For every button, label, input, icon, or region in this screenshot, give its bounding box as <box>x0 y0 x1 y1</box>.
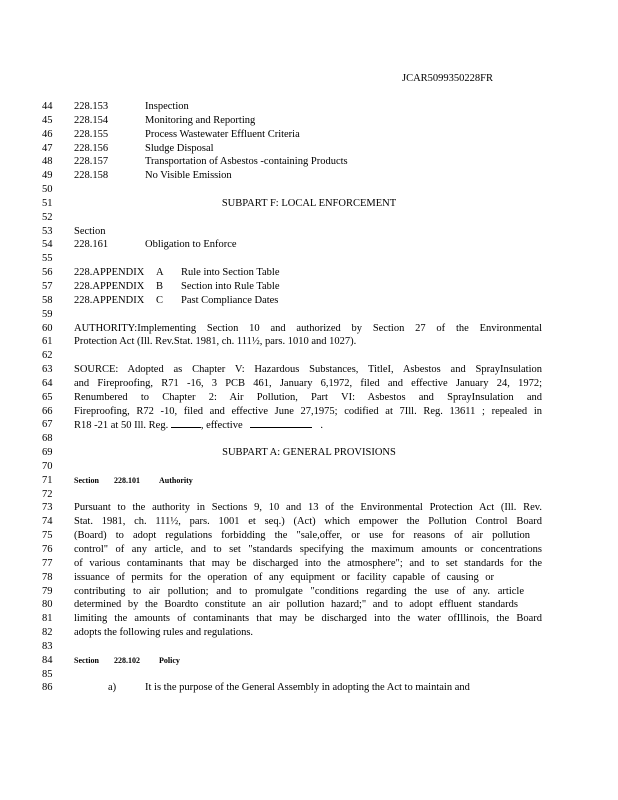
toc-section: 228.155 <box>74 128 109 140</box>
subpart-a-title: SUBPART A: GENERAL PROVISIONS <box>222 447 396 459</box>
line-number: 82 <box>42 627 53 639</box>
line-number: 74 <box>42 516 53 528</box>
section-heading-number: 228.102 <box>114 655 140 665</box>
line-number: 69 <box>42 447 53 459</box>
paragraph-line <box>0 585 618 599</box>
section-heading-label: Section <box>74 655 99 665</box>
appendix-label: 228.APPENDIX <box>74 294 145 306</box>
line-number: 81 <box>42 613 53 625</box>
line-number: 58 <box>42 294 53 306</box>
section-heading-number: 228.101 <box>114 475 140 485</box>
blank-line <box>0 349 618 363</box>
appendix-label: 228.APPENDIX <box>74 280 145 292</box>
blank-line <box>0 432 618 446</box>
line-number: 68 <box>42 433 53 445</box>
paragraph-line <box>0 557 618 571</box>
source-text: Renumbered to Chapter 2: Air Pollution, Part VI: Asbestos and SprayInsulation and <box>74 391 542 403</box>
paragraph-text: (Board) to adopt regulations forbidding the "sale,offer, or use for reasons of air pollution <box>74 530 530 542</box>
toc-title: Transportation of Asbestos -containing Products <box>145 156 348 168</box>
paragraph-line <box>0 626 618 640</box>
blank-line <box>0 488 618 502</box>
subpart-f-title: SUBPART F: LOCAL ENFORCEMENT <box>221 197 397 209</box>
line-number: 86 <box>42 682 53 694</box>
paragraph-text: Stat. 1981, ch. 111½, pars. 1001 et seq.) (Act) which empower the Pollution Control Board <box>74 516 542 528</box>
line-number: 85 <box>42 668 53 680</box>
paragraph-line <box>0 515 618 529</box>
toc-row <box>0 169 618 183</box>
line-number: 56 <box>42 267 53 279</box>
line-number: 77 <box>42 557 53 569</box>
line-number: 52 <box>42 211 53 223</box>
line-number: 57 <box>42 280 53 292</box>
appendix-letter: C <box>156 294 164 306</box>
blank-line <box>0 211 618 225</box>
paragraph-text: contributing to air pollution; and to promulgate "conditions regarding the use of any. article <box>74 585 524 597</box>
appendix-title: Section into Rule Table <box>181 280 280 292</box>
line-number: 44 <box>42 101 53 112</box>
authority-line <box>0 322 618 336</box>
toc-row <box>0 155 618 169</box>
source-text <box>74 418 323 433</box>
toc-title: Sludge Disposal <box>145 142 214 154</box>
section-heading-title: Policy <box>159 655 180 665</box>
paragraph-line <box>0 612 618 626</box>
document-id: JCAR5099350228FR <box>402 73 494 84</box>
appendix-letter: B <box>156 280 164 292</box>
line-number: 45 <box>42 114 53 126</box>
line-number: 65 <box>42 391 53 403</box>
line-number: 73 <box>42 502 53 514</box>
line-number: 49 <box>42 170 53 182</box>
blank-underline <box>250 418 312 428</box>
toc-title: Inspection <box>145 101 189 112</box>
appendix-title: Past Compliance Dates <box>181 294 279 306</box>
toc-row <box>0 142 618 156</box>
source-line <box>0 405 618 419</box>
paragraph-text: control" of any article, and to set "standards specifying the maximum amounts or concentrations <box>74 544 542 555</box>
section-label-row <box>0 225 618 239</box>
source-text-part: . <box>320 420 323 432</box>
line-number: 59 <box>42 308 53 320</box>
appendix-title: Rule into Section Table <box>181 267 280 279</box>
section-heading-label: Section <box>74 475 99 485</box>
toc-section: 228.154 <box>74 114 109 126</box>
source-line <box>0 391 618 405</box>
line-number: 72 <box>42 488 53 500</box>
subparagraph-text: It is the purpose of the General Assembly in adopting the Act to maintain and <box>145 682 470 694</box>
paragraph-text: issuance of permits for the operation of any equipment or facility capable of causing or <box>74 571 494 583</box>
toc-title: Monitoring and Reporting <box>145 114 256 126</box>
source-line <box>0 363 618 377</box>
line-number: 75 <box>42 530 53 542</box>
line-number: 61 <box>42 336 53 348</box>
line-number: 84 <box>42 654 53 666</box>
paragraph-text: adopts the following rules and regulations. <box>74 627 254 639</box>
source-text: SOURCE: Adopted as Chapter V: Hazardous Substances, TitleI, Asbestos and SprayInsulation <box>74 364 542 376</box>
authority-text: AUTHORITY:Implementing Section 10 and authorized by Section 27 of the Environmental <box>74 322 542 334</box>
toc-title: No Visible Emission <box>145 170 232 182</box>
authority-text: Protection Act (Ill. Rev.Stat. 1981, ch. 111½, pars. 1010 and 1027). <box>74 336 357 348</box>
section-heading-text <box>74 474 193 488</box>
blank-line <box>0 460 618 474</box>
toc-row <box>0 128 618 142</box>
paragraph-text: determined by the Boardto constitute an air pollution hazard;" and to adopt effluent standards <box>74 599 518 611</box>
paragraph-line <box>0 529 618 543</box>
section-heading <box>0 474 618 488</box>
toc-section: 228.161 <box>74 239 109 251</box>
line-number: 54 <box>42 239 53 251</box>
section-heading-text <box>74 654 180 668</box>
source-text: and Fireproofing, R71 -16, 3 PCB 461, January 6,1972, filed and effective January 24, 1972; <box>74 377 542 389</box>
paragraph-text: limiting the amounts of contaminants that may be discharged into the water ofIllinois, the Board <box>74 613 542 625</box>
toc-row <box>0 100 618 114</box>
subparagraph-label: a) <box>108 682 117 694</box>
line-number: 48 <box>42 156 53 168</box>
blank-line <box>0 252 618 266</box>
blank-line <box>0 308 618 322</box>
toc-title: Process Wastewater Effluent Criteria <box>145 128 300 140</box>
line-number: 79 <box>42 585 53 597</box>
paragraph-line <box>0 571 618 585</box>
source-text-part: R18 -21 at 50 Ill. Reg. <box>74 420 169 432</box>
paragraph-text: Pursuant to the authority in Sections 9, 10 and 13 of the Environmental Protection Act (Ill. Rev. <box>74 502 542 514</box>
line-number: 53 <box>42 225 53 237</box>
section-label: Section <box>74 225 106 237</box>
line-number: 47 <box>42 142 53 154</box>
source-text: Fireproofing, R72 -10, filed and effective June 27,1975; codified at 7Ill. Reg. 13611 ; repealed in <box>74 405 542 417</box>
toc-section: 228.157 <box>74 156 109 168</box>
section-heading <box>0 654 618 668</box>
appendix-row <box>0 280 618 294</box>
appendix-row <box>0 266 618 280</box>
line-number: 66 <box>42 405 53 417</box>
paragraph-line <box>0 598 618 612</box>
source-line <box>0 418 618 432</box>
toc-section: 228.158 <box>74 170 109 182</box>
line-number: 70 <box>42 460 53 472</box>
paragraph-text: of various contaminants that may be discharged into the atmosphere"; and to set standards for the <box>74 557 542 569</box>
toc-row <box>0 114 618 128</box>
line-number: 63 <box>42 364 53 376</box>
toc-row <box>0 238 618 252</box>
line-number: 78 <box>42 571 53 583</box>
line-number: 62 <box>42 350 53 362</box>
source-text-part: , effective <box>200 420 243 432</box>
line-number: 55 <box>42 253 53 265</box>
line-number: 50 <box>42 184 53 196</box>
blank-line <box>0 183 618 197</box>
line-number: 60 <box>42 322 53 334</box>
line-number: 76 <box>42 544 53 555</box>
appendix-letter: A <box>156 267 164 279</box>
line-number: 64 <box>42 377 53 389</box>
toc-title: Obligation to Enforce <box>145 239 237 251</box>
source-line <box>0 377 618 391</box>
line-number: 46 <box>42 128 53 140</box>
document-body <box>0 100 618 695</box>
section-heading-title: Authority <box>159 475 193 485</box>
blank-underline <box>171 418 201 428</box>
appendix-row <box>0 294 618 308</box>
appendix-label: 228.APPENDIX <box>74 267 145 279</box>
subpart-heading <box>0 197 618 211</box>
blank-line <box>0 668 618 682</box>
line-number: 80 <box>42 599 53 611</box>
line-number: 71 <box>42 474 53 486</box>
line-number: 67 <box>42 419 53 431</box>
subpart-heading <box>0 446 618 460</box>
authority-line <box>0 335 618 349</box>
blank-line <box>0 640 618 654</box>
toc-section: 228.153 <box>74 101 109 112</box>
subparagraph-line <box>0 681 618 695</box>
paragraph-line <box>0 543 618 557</box>
toc-section: 228.156 <box>74 142 109 154</box>
line-number: 51 <box>42 197 53 209</box>
line-number: 83 <box>42 640 53 652</box>
paragraph-line <box>0 501 618 515</box>
